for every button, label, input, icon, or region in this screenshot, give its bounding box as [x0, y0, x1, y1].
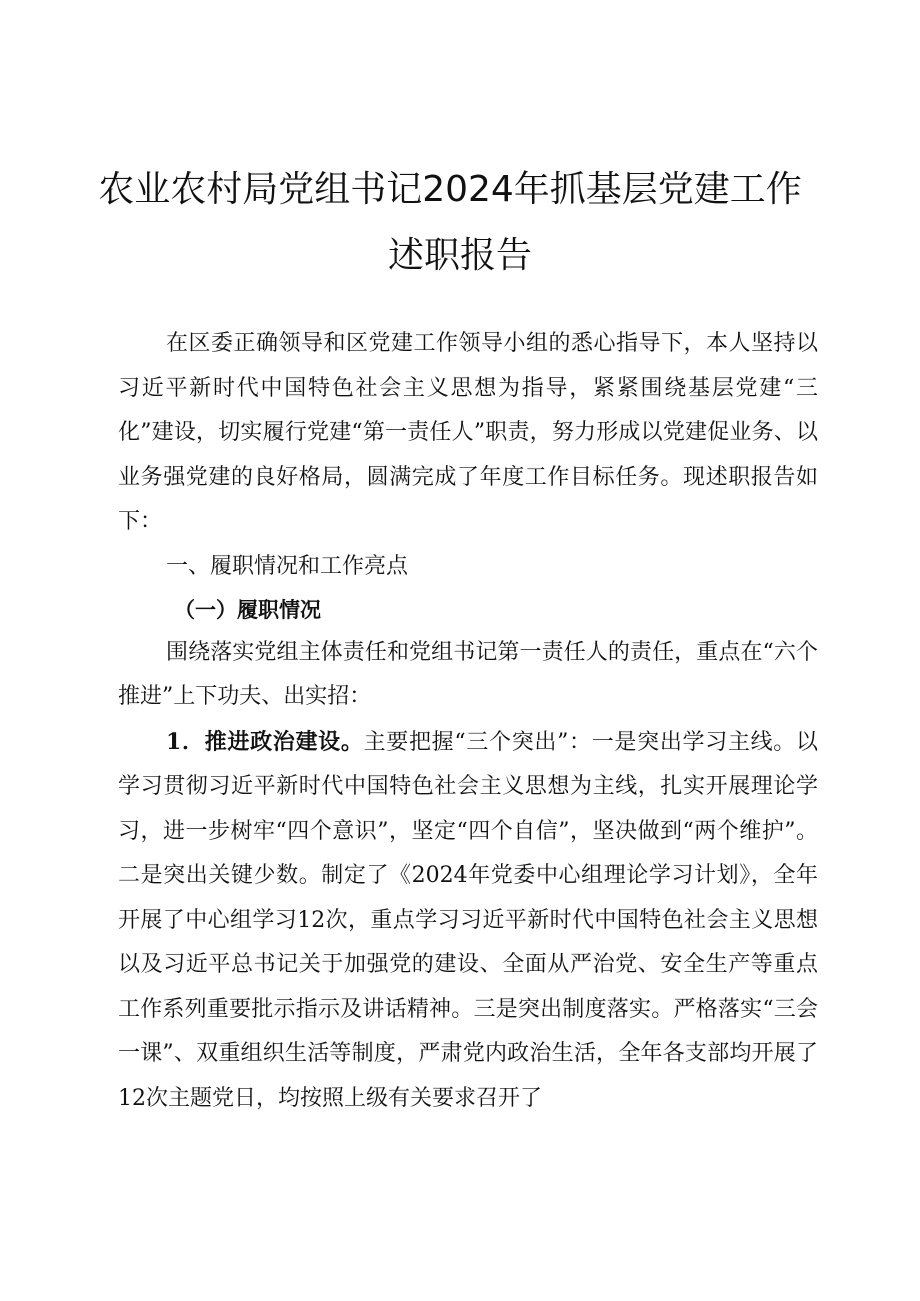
item1-lead: 1．推进政治建设。	[166, 728, 364, 755]
item1-paragraph	[118, 720, 818, 1122]
document-body	[118, 322, 818, 1121]
section1-heading: 一、履职情况和工作亮点	[166, 553, 409, 579]
intro-paragraph: 在区委正确领导和区党建工作领导小组的悉心指导下，本人坚持以习近平新时代中国特色社会主义思想为指导，紧紧围绕基层党建“三化”建设，切实履行党建“第一责任人”职责，努力形成以党建促业务、以业务强党建的良好格局，圆满完成了年度工作目标任务。现述职报告如下：	[118, 331, 818, 534]
subsection1-heading: （一）履职情况	[174, 596, 321, 622]
item1-body: 主要把握“三个突出”：一是突出学习主线。以学习贯彻习近平新时代中国特色社会主义思想为主线，扎实开展理论学习，进一步树牢“四个意识”，坚定“四个自信”，坚决做到“两个维护”。二是突出关键少数。制定了《2024年党委中心组理论学习计划》，全年开展了中心组学习12次，重点学习习近平新时代中国特色社会主义思想以及习近平总书记关于加强党的建设、全面从严治党、安全生产等重点工作系列重要批示指示及讲话精神。三是突出制度落实。严格落实“三会一课”、双重组织生活等制度，严肃党内政治生活，全年各支部均开展了12次主题党日，均按照上级有关要求召开了	[118, 729, 818, 1111]
document-title-line2: 述职报告	[387, 235, 532, 276]
subsection1-intro-paragraph: 围绕落实党组主体责任和党组书记第一责任人的责任，重点在“六个推进”上下功夫、出实招：	[118, 639, 818, 709]
document-title-line1: 农业农村局党组书记2024年抓基层党建工作	[98, 169, 802, 210]
